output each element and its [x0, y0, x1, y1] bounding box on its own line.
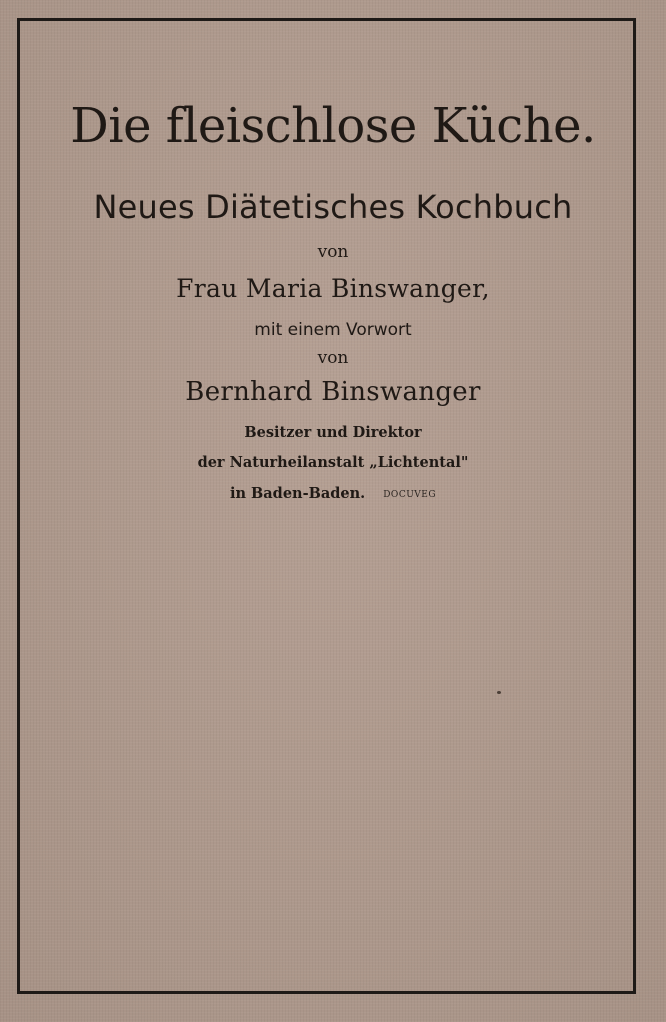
by-label: von	[317, 242, 349, 262]
book-title: Die fleischlose Küche.	[70, 98, 596, 154]
foreword-author-role-1: Besitzer und Direktor	[244, 424, 422, 441]
place-line	[0, 485, 666, 503]
author-name: Frau Maria Binswanger,	[176, 274, 490, 303]
foreword-label: mit einem Vorwort	[254, 320, 412, 340]
cover-border-frame	[17, 18, 636, 994]
foreword-author-name: Bernhard Binswanger	[185, 377, 481, 407]
book-subtitle: Neues Diätetisches Kochbuch	[93, 188, 573, 226]
place-name: in Baden-Baden.	[229, 485, 366, 502]
cloth-speck	[497, 691, 501, 694]
watermark-text: DOCUVEG	[383, 490, 437, 500]
foreword-by-label: von	[317, 348, 349, 368]
foreword-author-role-2: der Naturheilanstalt „Lichtental"	[197, 454, 469, 471]
